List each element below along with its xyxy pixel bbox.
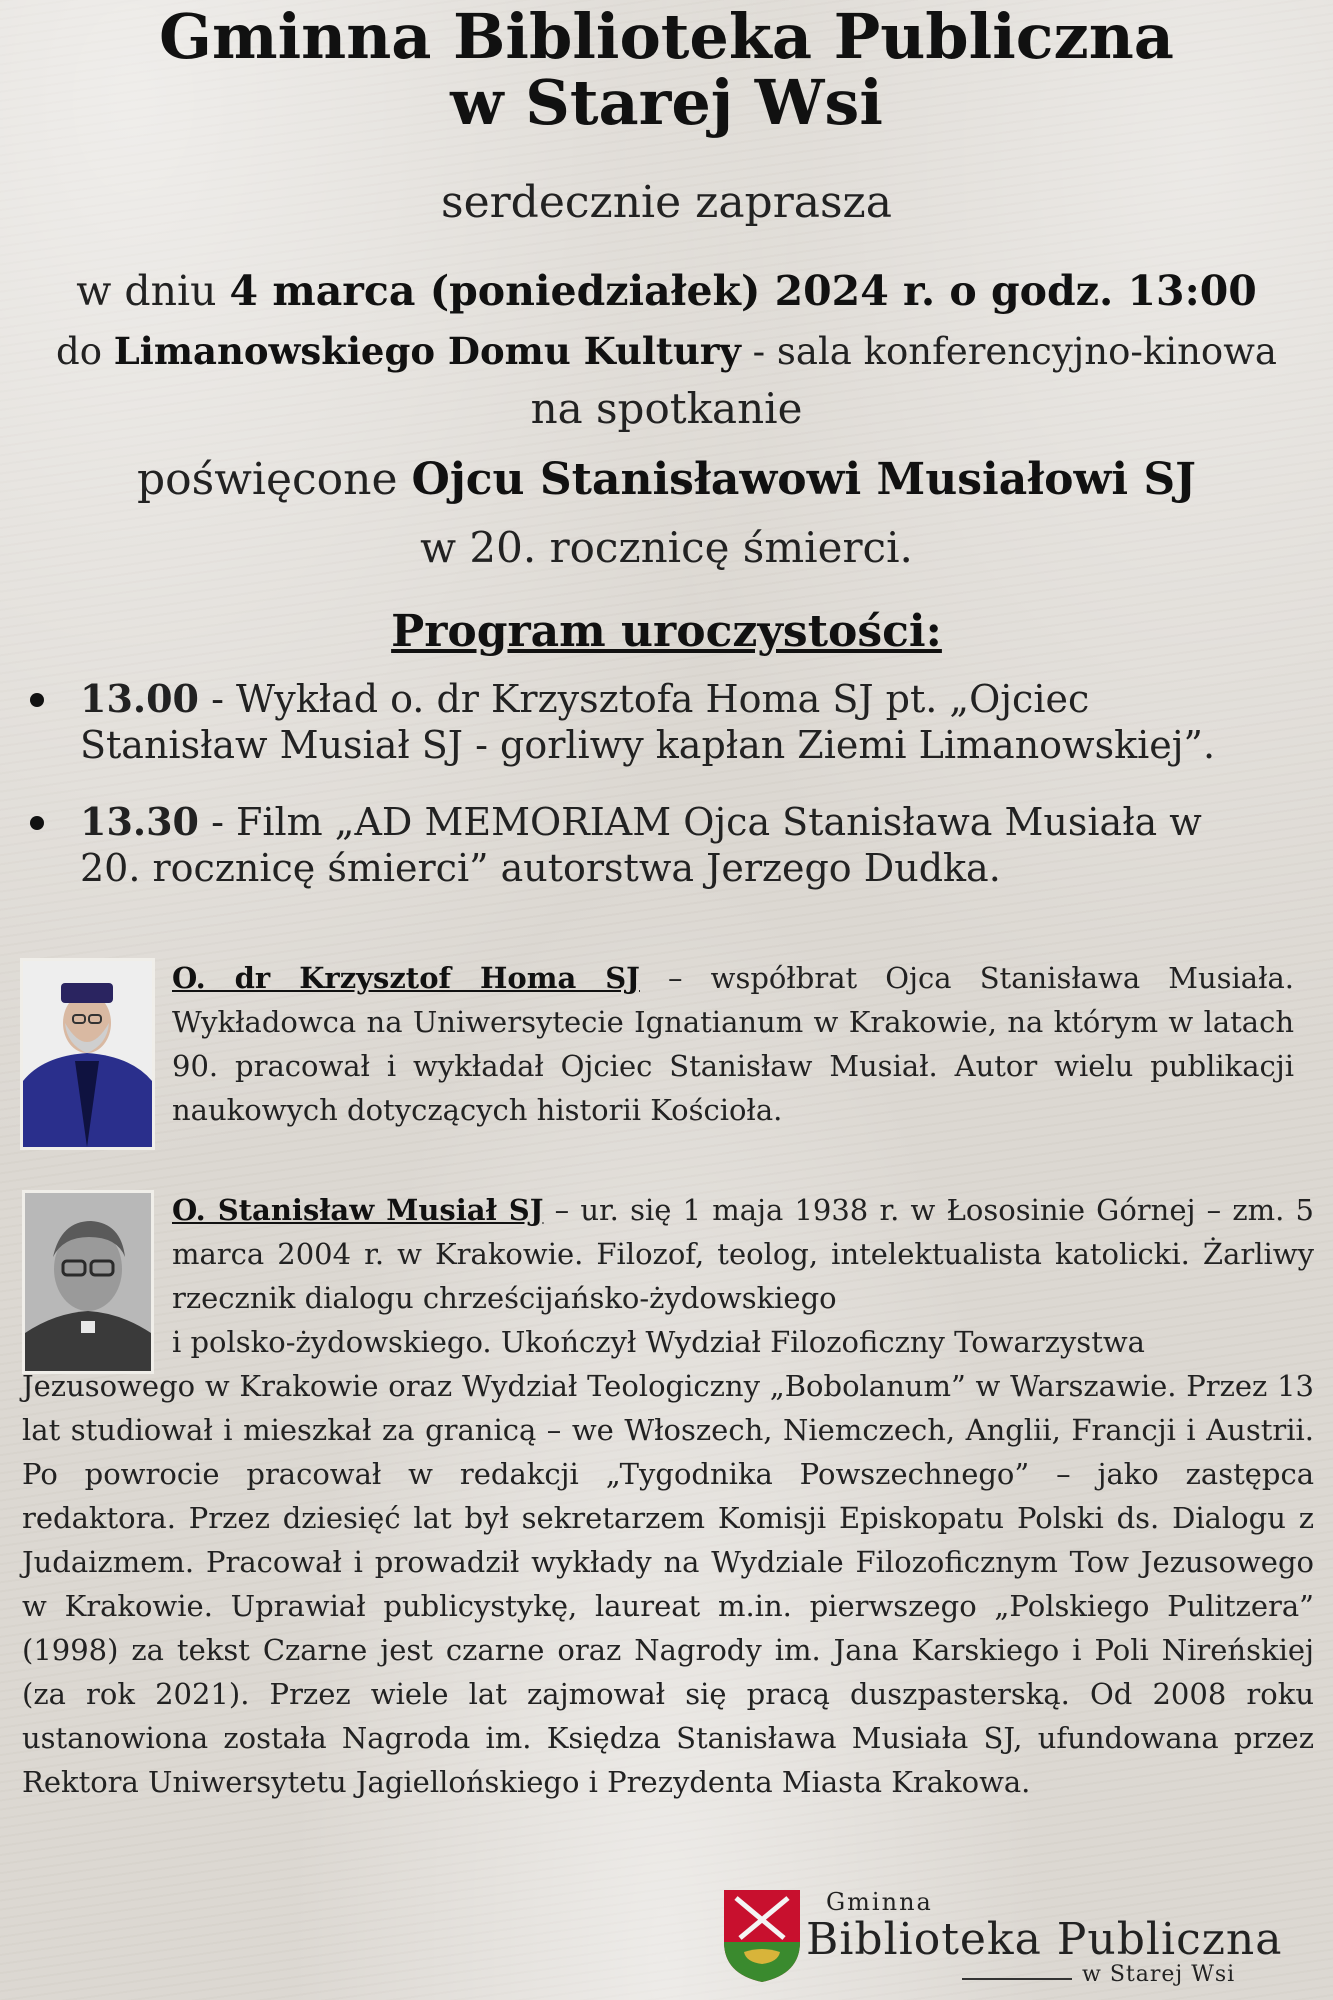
program-item-time: 13.30 bbox=[80, 799, 199, 844]
event-date-value: 4 marca (poniedziałek) 2024 r. o godz. 13:00 bbox=[229, 267, 1257, 315]
musial-bio-line4: i polsko-żydowskiego. Ukończył Wydział Filozoficzny Towarzystwa bbox=[172, 1325, 1145, 1359]
program-item bbox=[30, 676, 1310, 768]
dedication-name: Ojcu Stanisławowi Musiałowi SJ bbox=[411, 454, 1196, 505]
dedication-prefix: poświęcone bbox=[137, 454, 412, 505]
event-date-prefix: w dniu bbox=[76, 267, 230, 315]
event-venue-prefix: do bbox=[56, 330, 114, 373]
anniversary-text: w 20. rocznicę śmierci. bbox=[420, 523, 913, 572]
logo-main: Biblioteka Publiczna bbox=[806, 1914, 1283, 1965]
program-item-line1: - Film „AD MEMORIAM Ojca Stanisława Musiała w bbox=[199, 800, 1202, 844]
program-item-time: 13.00 bbox=[80, 676, 199, 721]
program-item bbox=[30, 799, 1310, 891]
library-crest bbox=[722, 1888, 802, 1984]
program-item-line2: Stanisław Musiał SJ - gorliwy kapłan Ziemi Limanowskiej”. bbox=[80, 723, 1216, 767]
dedication bbox=[0, 452, 1333, 508]
header-title-line1: Gminna Biblioteka Publiczna bbox=[159, 0, 1174, 73]
event-date bbox=[0, 268, 1333, 314]
header-title-line2: w Starej Wsi bbox=[450, 66, 883, 139]
musial-bio-rest: Jezusowego w Krakowie oraz Wydział Teologiczny „Bobolanum” w Warszawie. Przez 13 lat studiował i mieszkał za granicą – we Włoszech, Niemczech, Anglii, Francji i Austrii. Po powrocie pracował w redakcji „Tygodnika Powszechnego” – jako zastępca redaktora. Przez dziesięć lat był sekretarzem Komisji Episkopatu Polski ds. Dialogu z Judaizmem. Pracował i prowadził wykłady na Wydziale Filozoficznym Tow Jezusowego w Krakowie. Uprawiał publicystykę, laureat m.in. pierwszego „Polskiego Pulitzera” (1998) za tekst Czarne jest czarne oraz Nagrody im. Jana Karskiego i Poli Nireńskiej (za rok 2021). Przez wiele lat zajmował się pracą duszpasterską. Od 2008 roku ustanowiona została Nagroda im. Księdza Stanisława Musiała SJ, ufundowana przez Rektora Uniwersytetu Jagiellońskiego i Prezydenta Miasta Krakowa. bbox=[22, 1369, 1314, 1799]
logo-sub: w Starej Wsi bbox=[1082, 1962, 1236, 1987]
event-venue-name: Limanowskiego Domu Kultury bbox=[113, 329, 741, 373]
homa-bio bbox=[172, 956, 1294, 1132]
musial-bio-top bbox=[172, 1188, 1314, 1320]
bullet-icon bbox=[30, 693, 44, 707]
homa-photo bbox=[20, 958, 155, 1150]
crest-icon bbox=[722, 1888, 802, 1984]
logo-divider bbox=[962, 1978, 1072, 1980]
portrait-icon bbox=[23, 961, 152, 1147]
bullet-icon bbox=[30, 816, 44, 830]
program-item-line2: 20. rocznicę śmierci” autorstwa Jerzego Dudka. bbox=[80, 846, 1001, 890]
program-title: Program uroczystości: bbox=[391, 606, 942, 657]
event-venue-suffix: - sala konferencyjno-kinowa bbox=[740, 330, 1277, 373]
logo-gminna: Gminna bbox=[826, 1888, 933, 1916]
homa-text: – współbrat Ojca Stanisława Musiała. Wykładowca na Uniwersytecie Ignatianum w Krakowie, na którym w latach 90. pracował i wykładał Ojciec Stanisław Musiał. Autor wielu publikacji naukowych dotyczących historii Kościoła. bbox=[172, 961, 1294, 1127]
musial-name: O. Stanisław Musiał SJ bbox=[172, 1193, 544, 1227]
program-item-line1: - Wykład o. dr Krzysztofa Homa SJ pt. „Ojciec bbox=[199, 677, 1090, 721]
musial-photo bbox=[22, 1190, 154, 1374]
invite-text: serdecznie zaprasza bbox=[441, 177, 892, 228]
musial-text-top: – ur. się 1 maja 1938 r. w Łososinie Górnej – zm. 5 marca 2004 r. w Krakowie. Filozof, teolog, intelektualista katolicki. Żarliwy rzecznik dialogu chrześcijańsko-żydowskiego bbox=[172, 1193, 1314, 1315]
meeting-text: na spotkanie bbox=[530, 384, 803, 433]
event-venue bbox=[0, 328, 1333, 375]
homa-name: O. dr Krzysztof Homa SJ bbox=[172, 961, 640, 995]
portrait-icon bbox=[25, 1193, 151, 1371]
